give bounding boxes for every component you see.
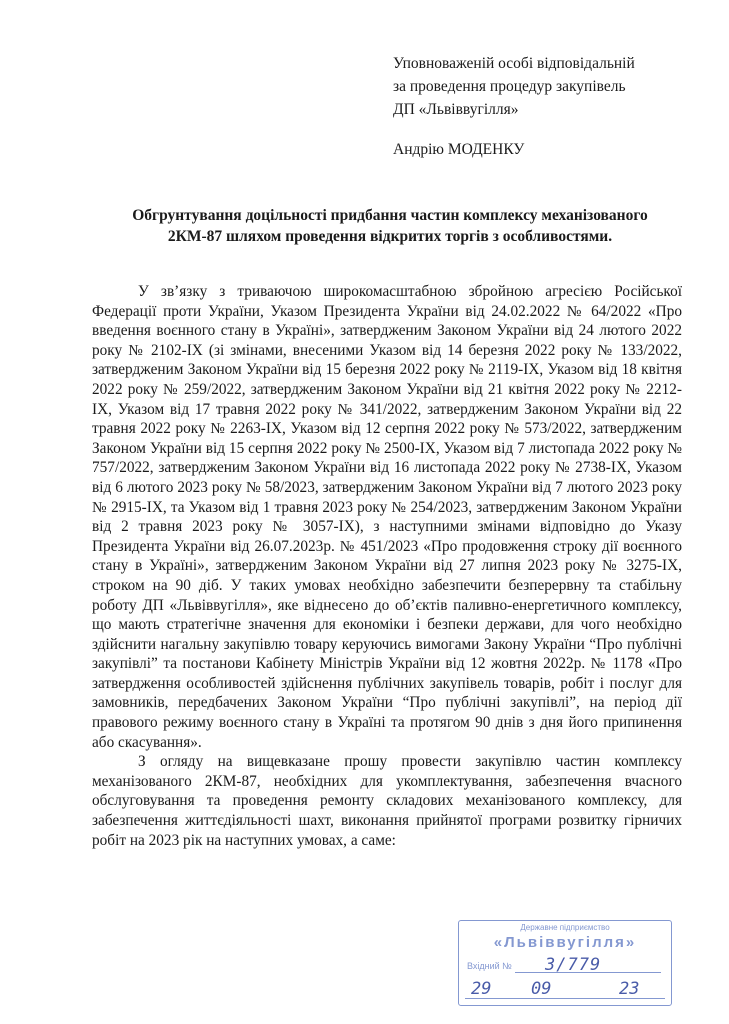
stamp-number: 3/779: [545, 955, 602, 975]
stamp-day: 29: [471, 979, 492, 999]
addressee-line-3: ДП «Львіввугілля»: [393, 101, 519, 118]
addressee-line-1: Уповноваженій особі відповідальній: [393, 55, 635, 72]
document-title-line-2: 2КМ-87 шляхом проведення відкритих торгів з особливостями.: [167, 228, 613, 245]
addressee-line-2: за проведення процедур закупівель: [393, 78, 626, 95]
stamp-in-label: Вхідний №: [467, 961, 512, 971]
stamp-year: 23: [619, 979, 640, 999]
stamp-org: Державне підприємство: [520, 923, 610, 932]
addressee-name: Андрію МОДЕНКУ: [393, 141, 525, 158]
body-paragraph-1: У зв’язку з триваючою широкомасштабною збройною агресією Російської Федерації проти України, Указом Президента України від 24.02.2022 № 64/2022 «Про введення воєнного стану в Україні», затвердженим Законом України від 24 лютого 2022 року № 2102-IX (зі змінами, внесеними Указом від 14 березня 2022 року № 133/2022, затвердженим Законом України від 15 березня 2022 року № 2119-IX, Указом від 18 квітня 2022 року № 259/2022, затвердженим Законом України від 21 квітня 2022 року № 2212-IX, Указом від 17 травня 2022 року № 341/2022, затвердженим Законом України від 22 травня 2022 року № 2263-IX, Указом від 12 серпня 2022 року № 573/2022, затвердженим Законом України від 15 серпня 2022 року № 2500-IX, Указом від 7 листопада 2022 року № 757/2022, затвердженим Законом України від 16 листопада 2022 року № 2738-IX, Указом від 6 лютого 2023 року № 58/2023, затвердженим Законом України від 7 лютого 2023 року № 2915-IX, та Указом від 1 травня 2023 року № 254/2023, затвердженим Законом України від 2 травня 2023 року № 3057-IX), з наступними змінами відповідно до Указу Президента України від 26.07.2023р. № 451/2023 «Про продовження строку дії воєнного стану в Україні», затвердженим Законом України від 27 липня 2023 року № 3275-IX, строком на 90 діб. У таких умовах необхідно забезпечити безперервну та стабільну роботу ДП «Львіввугілля», яке віднесено до об’єктів паливно-енергетичного комплексу, що мають стратегічне значення для економіки і безпеки держави, для чого необхідно здійснити нагальну закупівлю товару керуючись вимогами Закону України “Про публічні закупівлі” та постанови Кабінету Міністрів України від 12 жовтня 2022р. № 1178 «Про затвердження особливостей здійснення публічних закупівель товарів, робіт і послуг для замовників, передбачених Законом України “Про публічні закупівлі”, на період дії правового режиму воєнного стану в Україні та протягом 90 днів з дня його припинення або скасування».: [92, 283, 682, 751]
document-body: [92, 282, 682, 850]
stamp-brand: «Львіввугілля»: [493, 934, 637, 951]
stamp-month: 09: [531, 979, 552, 999]
registration-stamp: [458, 920, 672, 1006]
document-title-line-1: Обгрунтування доцільності придбання частин комплексу механізованого: [132, 207, 648, 224]
body-paragraph-2: З огляду на вищевказане прошу провести закупівлю частин комплексу механізованого 2КМ-87, необхідних для укомплектування, забезпечення вчасного обслуговування та проведення ремонту складових механізованого комплексу, для забезпечення життєдіяльності шахт, виконання прийнятої програми розвитку гірничих робіт на 2023 рік на наступних умовах, а саме:: [92, 753, 682, 849]
document-title: [80, 205, 700, 247]
stamp-date-rule: [465, 998, 665, 999]
addressee-block: [393, 52, 713, 161]
